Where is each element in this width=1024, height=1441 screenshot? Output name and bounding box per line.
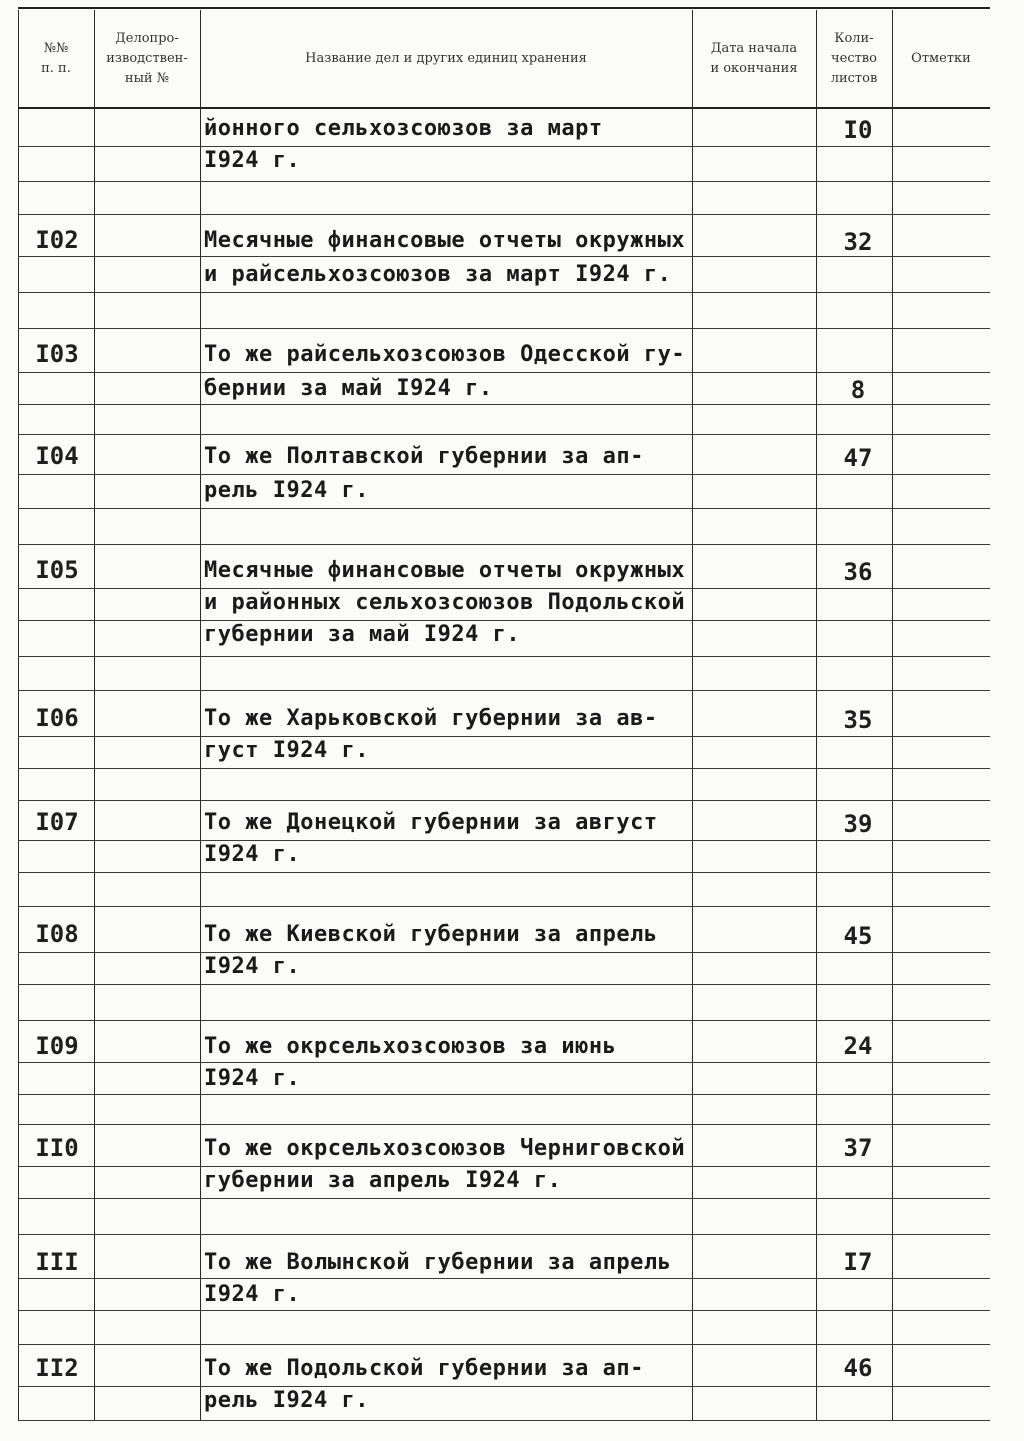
row-rule [18,1310,990,1311]
record-title-line: Месячные финансовые отчеты окружных [204,228,686,253]
record-title-line: густ I924 г. [204,738,369,763]
record-sheet-count: 35 [843,706,873,734]
row-rule [18,1386,990,1387]
record-number: I05 [35,556,79,584]
row-rule [18,840,990,841]
record-title-line: То же Донецкой губернии за август [204,810,658,835]
row-rule [18,146,990,147]
record-number: III [35,1248,79,1276]
record-title-line: То же райсельхозсоюзов Одесской гу- [204,342,686,367]
record-title-line: То же окрсельхозсоюзов за июнь [204,1034,617,1059]
column-divider [94,10,95,1420]
record-number: I08 [35,920,79,948]
row-rule [18,181,990,182]
record-sheet-count: 45 [843,922,873,950]
row-rule [18,906,990,907]
row-rule [18,656,990,657]
record-title-line: I924 г. [204,954,301,979]
row-rule [18,1124,990,1125]
row-rule [18,1198,990,1199]
header-title: Название дел и других единиц хранения [305,51,587,66]
record-title-line: I924 г. [204,1066,301,1091]
record-number: I04 [35,442,79,470]
record-title-line: рель I924 г. [204,478,369,503]
record-title-line: I924 г. [204,148,301,173]
row-rule [18,588,990,589]
row-rule [18,328,990,329]
row-rule [18,1020,990,1021]
record-title-line: То же Полтавской губернии за ап- [204,444,644,469]
row-rule [18,544,990,545]
row-rule [18,474,990,475]
record-title-line: и районных сельхозсоюзов Подольской [204,590,686,615]
row-rule [18,952,990,953]
record-title-line: I924 г. [204,1282,301,1307]
record-sheet-count: 47 [843,444,873,472]
row-rule [18,736,990,737]
record-title-line: губернии за апрель I924 г. [204,1168,562,1193]
row-rule [18,1166,990,1167]
header-dates: Дата начала и окончания [710,41,798,76]
record-number: I09 [35,1032,79,1060]
record-title-line: То же Киевской губернии за апрель [204,922,658,947]
record-title-line: йонного сельхозсоюзов за март [204,116,603,141]
record-title-line: То же Подольской губернии за ап- [204,1356,644,1381]
row-rule [18,1062,990,1063]
row-rule [18,434,990,435]
record-sheet-count: 39 [843,810,873,838]
row-rule [18,214,990,215]
row-rule [18,508,990,509]
row-rule [18,372,990,373]
row-rule [18,690,990,691]
header-bottom-border [18,107,990,109]
record-sheet-count: I0 [843,116,873,144]
record-number: I02 [35,226,79,254]
record-title-line: То же Волынской губернии за апрель [204,1250,672,1275]
row-rule [18,800,990,801]
header-num: №№ п. п. [41,41,71,76]
row-rule [18,1278,990,1279]
record-number: II0 [35,1134,79,1162]
column-divider [816,10,817,1420]
record-sheet-count: 36 [843,558,873,586]
row-rule [18,404,990,405]
column-divider [18,10,19,1420]
top-border [18,7,990,9]
record-title-line: Месячные финансовые отчеты окружных [204,558,686,583]
record-title-line: бернии за май I924 г. [204,376,493,401]
record-number: I07 [35,808,79,836]
row-rule [18,1094,990,1095]
column-divider [200,10,201,1420]
record-sheet-count: 46 [843,1354,873,1382]
row-rule [18,620,990,621]
header-office-number: Делопро- изводствен- ный № [106,31,188,86]
record-title-line: рель I924 г. [204,1388,369,1413]
record-title-line: губернии за май I924 г. [204,622,521,647]
row-rule [18,256,990,257]
record-number: I06 [35,704,79,732]
record-sheet-count: 24 [843,1032,873,1060]
row-rule [18,984,990,985]
row-rule [18,872,990,873]
record-number: I03 [35,340,79,368]
record-title-line: и райсельхозсоюзов за март I924 г. [204,262,672,287]
record-title-line: То же окрсельхозсоюзов Черниговской [204,1136,686,1161]
row-rule [18,1234,990,1235]
record-sheet-count: 8 [850,376,866,404]
record-sheet-count: 37 [843,1134,873,1162]
header-sheets: Коли- чество листов [830,31,878,86]
row-rule [18,292,990,293]
record-title-line: То же Харьковской губернии за ав- [204,706,658,731]
row-rule [18,1420,990,1421]
record-sheet-count: 32 [843,228,873,256]
row-rule [18,1344,990,1345]
row-rule [18,768,990,769]
record-title-line: I924 г. [204,842,301,867]
record-sheet-count: I7 [843,1248,873,1276]
header-notes: Отметки [911,51,971,66]
record-number: II2 [35,1354,79,1382]
